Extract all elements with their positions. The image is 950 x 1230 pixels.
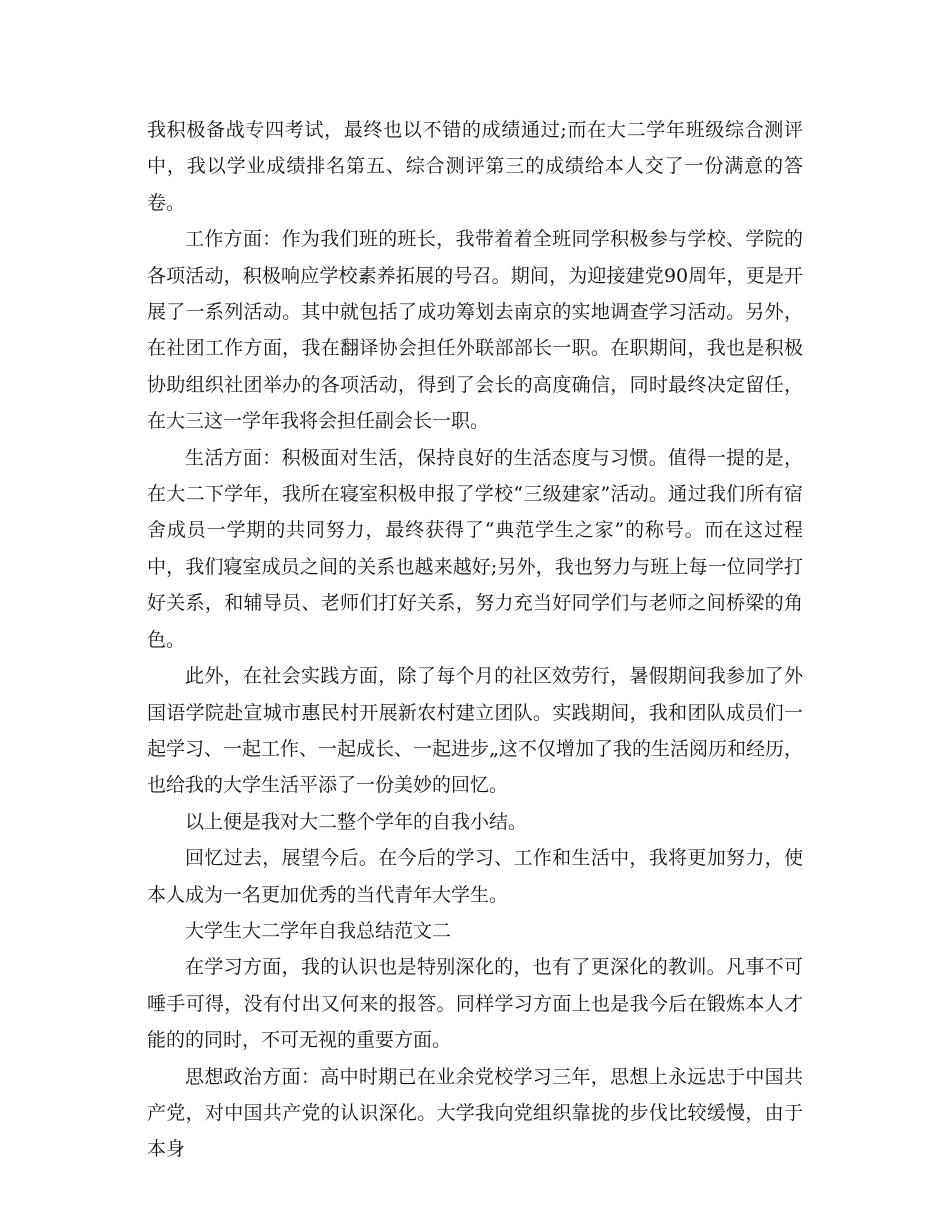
paragraph-life: 生活方面：积极面对生活，保持良好的生活态度与习惯。值得一提的是，在大二下学年，我所在寝室积极申报了学校“三级建家”活动。通过我们所有宿舍成员一学期的共同努力，最终获得了“典范学生之家”的称号。而在这过程中，我们寝室成员之间的关系也越来越好;另外，我也努力与班上每一位同学打好关系，和辅导员、老师们打好关系，努力充当好同学们与老师之间桥梁的角色。 [147,446,803,651]
paragraph-political-thought: 思想政治方面：高中时期已在业余党校学习三年，思想上永远忠于中国共产党，对中国共产党的认识深化。大学我向党组织靠拢的步伐比较缓慢，由于本身 [147,1065,803,1161]
paragraph-study-continued: 我积极备战专四考试，最终也以不错的成绩通过;而在大二学年班级综合测评中，我以学业成绩排名第五、综合测评第三的成绩给本人交了一份满意的答卷。 [147,119,803,214]
paragraph-work: 工作方面：作为我们班的班长，我带着着全班同学积极参与学校、学院的各项活动，积极响应学校素养拓展的号召。期间，为迎接建党90周年，更是开展了一系列活动。其中就包括了成功筹划去南京的实地调查学习活动。另外，在社团工作方面，我在翻译协会担任外联部部长一职。在职期间，我也是积极协助组织社团举办的各项活动，得到了会长的高度确信，同时最终决定留任，在大三这一学年我将会担任副会长一职。 [147,228,803,433]
paragraph-summary: 以上便是我对大二整个学年的自我小结。 [185,810,528,833]
document-body [147,112,803,1168]
paragraph-outlook: 回忆过去，展望今后。在今后的学习、工作和生活中，我将更加努力，使本人成为一名更加优秀的当代青年大学生。 [147,847,803,906]
section-heading-sample-two: 大学生大二学年自我总结范文二 [185,919,452,942]
paragraph-social-practice: 此外，在社会实践方面，除了每个月的社区效劳行，暑假期间我参加了外国语学院赴宣城市惠民村开展新农村建立团队。实践期间，我和团队成员们一起学习、一起工作、一起成长、一起进步„这不仅增加了我的生活阅历和经历，也给我的大学生活平添了一份美妙的回忆。 [147,665,803,797]
paragraph-learning: 在学习方面，我的认识也是特别深化的，也有了更深化的教训。凡事不可唾手可得，没有付出又何来的报答。同样学习方面上也是我今后在锻炼本人才能的的同时，不可无视的重要方面。 [147,956,803,1052]
